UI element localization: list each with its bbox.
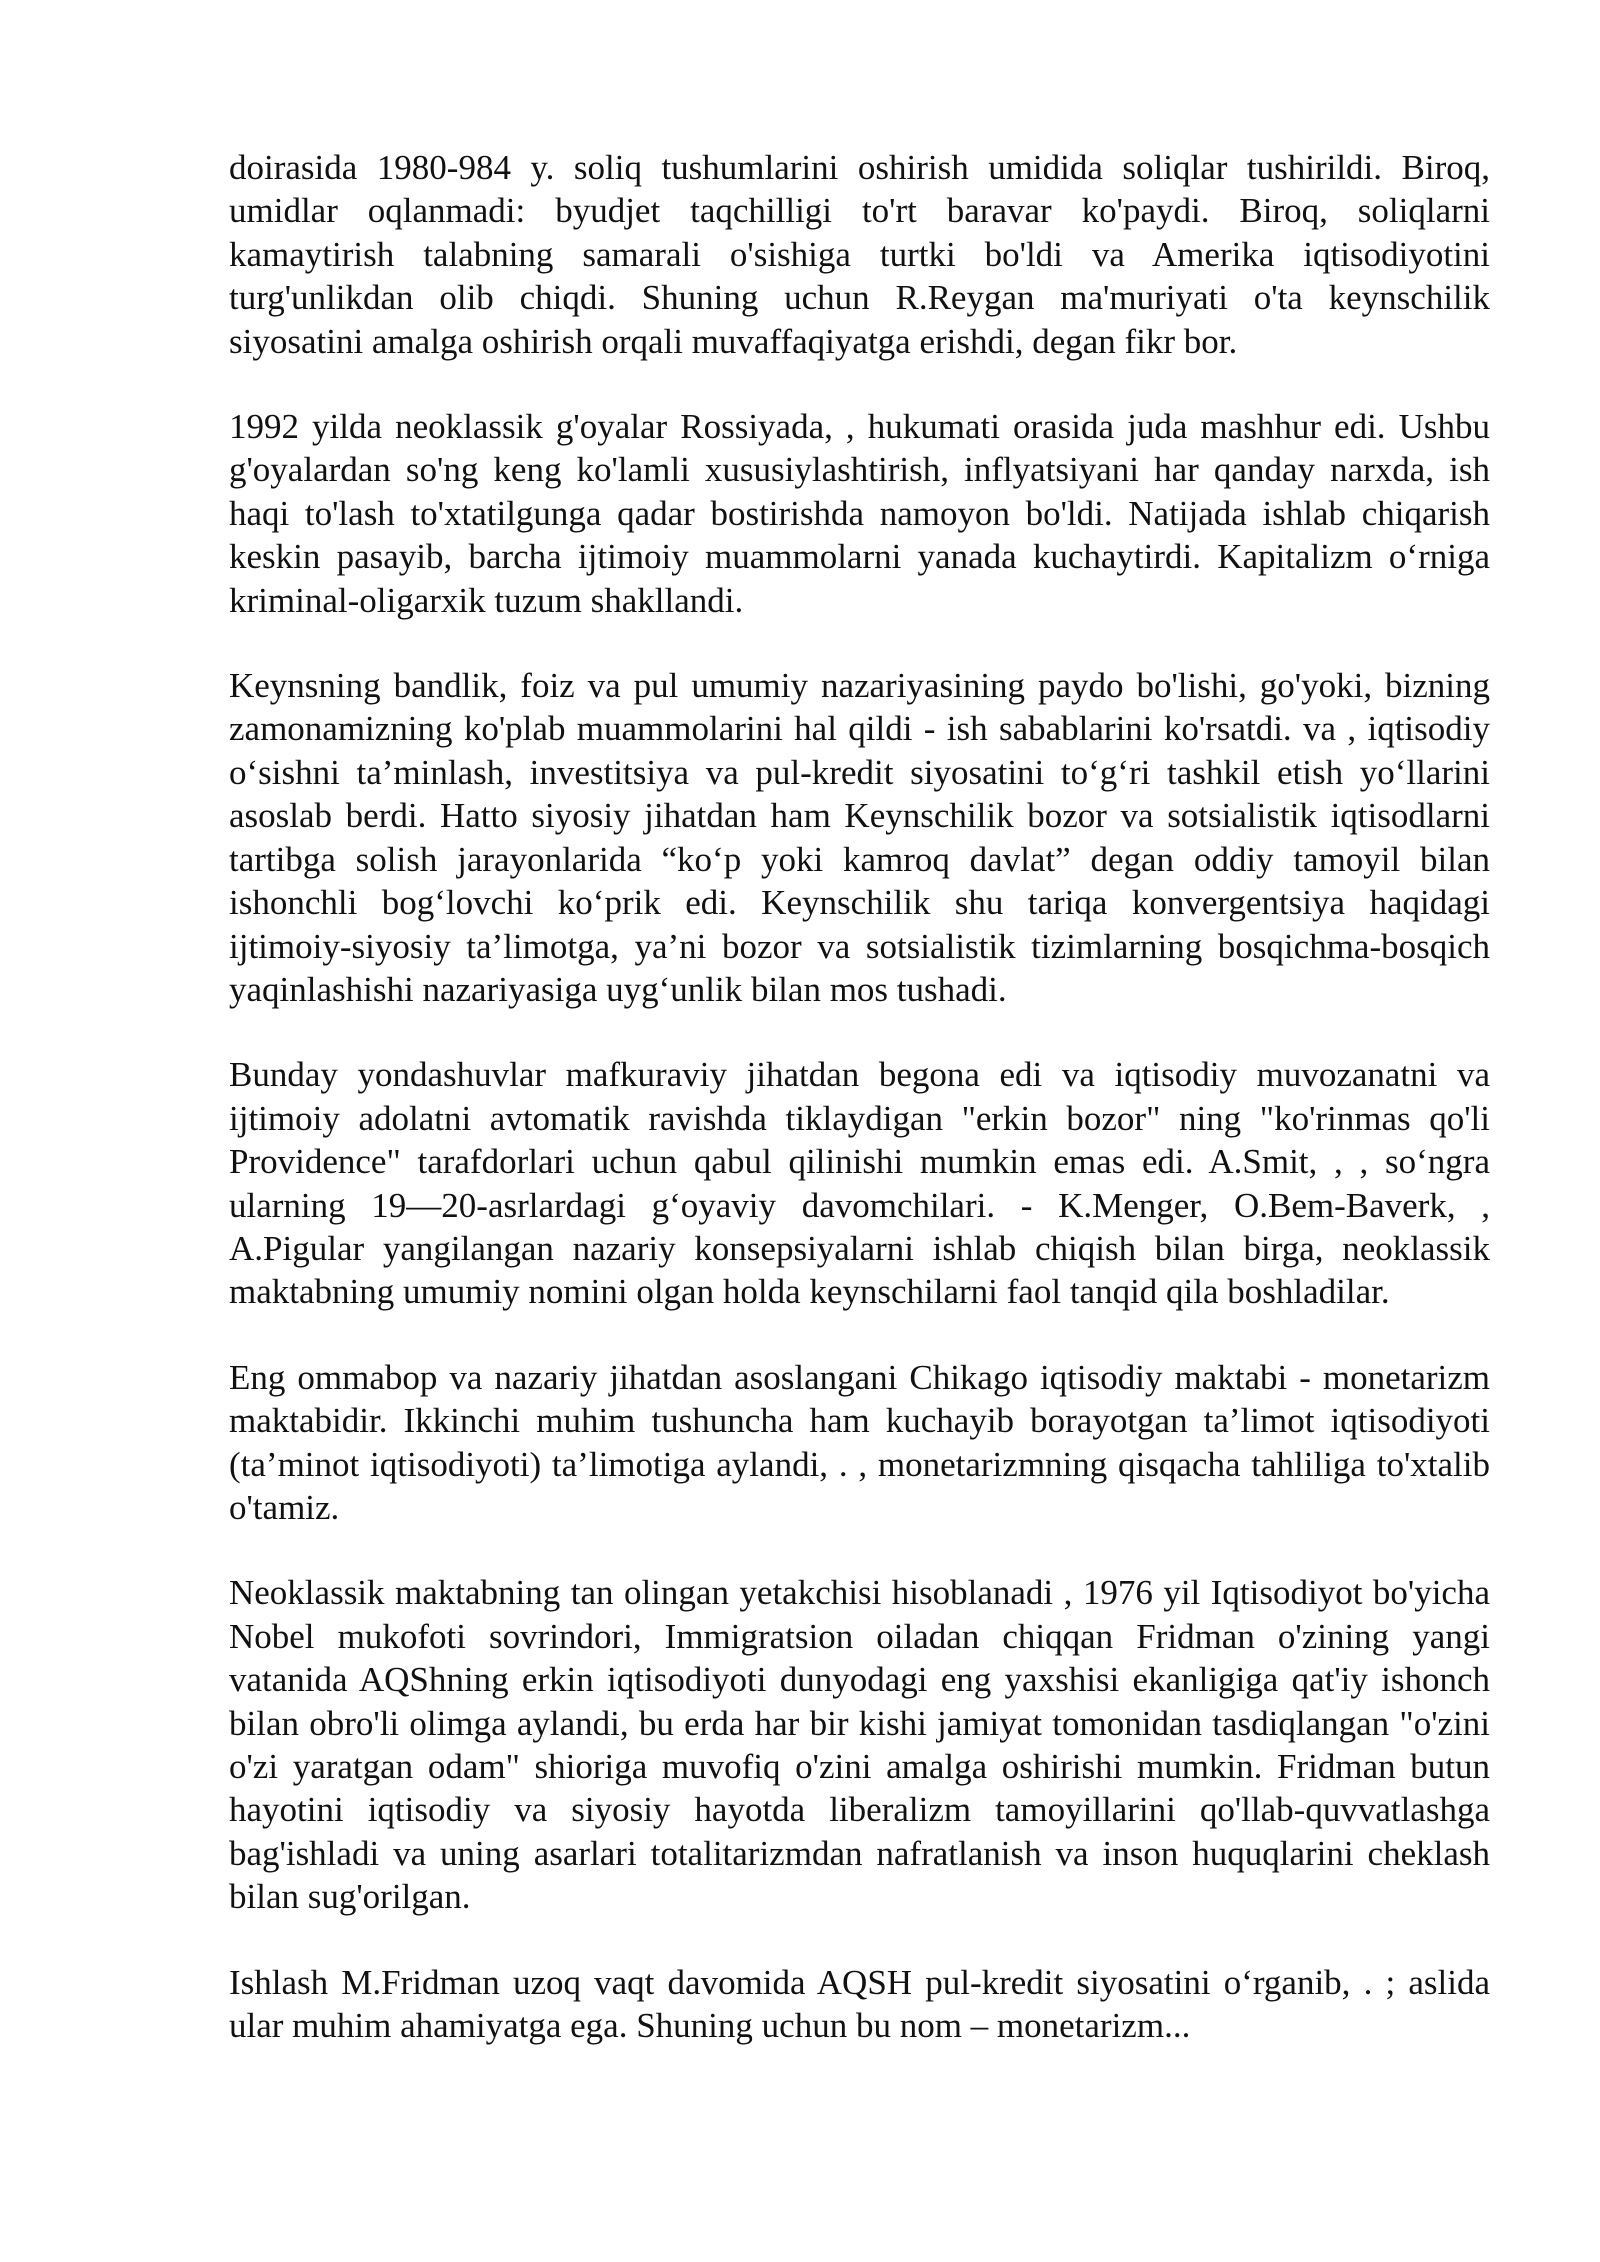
paragraph-chicago-school: Eng ommabop va nazariy jihatdan asoslangani Chikago iqtisodiy maktabi - monetarizm maktabidir. Ikkinchi muhim tushuncha ham kuchayib borayotgan ta’limot iqtisodiyoti (ta’minot iqtisodiyoti) ta’limotiga aylandi, . , monetarizmning qisqacha tahliliga to'xtalib o'tamiz. [229,1357,1490,1527]
paragraph-neoclassical-russia: 1992 yilda neoklassik g'oyalar Rossiyada, , hukumati orasida juda mashhur edi. Ushbu g'oyalardan so'ng keng ko'lamli xususiylashtirish, inflyatsiyani har qanday narxda, ish haqi to'lash to'xtatilgunga qadar bostirishda namoyon bo'ldi. Natijada ishlab chiqarish keskin pasayib, barcha ijtimoiy muammolarni yanada kuchaytirdi. Kapitalizm o‘rniga kriminal-oligarxik tuzum shakllandi. [229,407,1490,620]
paragraph-reagan-tax-cuts: doirasida 1980-984 y. soliq tushumlarini oshirish umidida soliqlar tushirildi. Biroq, umidlar oqlanmadi: byudjet taqchilligi to'rt baravar ko'paydi. Biroq, soliqlarni kamaytirish talabning samarali o'sishiga turtki bo'ldi va Amerika iqtisodiyotini turg'unlikdan olib chiqdi. Shuning uchun R.Reygan ma'muriyati o'ta keynschilik siyosatini amalga oshirish orqali muvaffaqiyatga erishdi, degan fikr bor. [229,148,1490,361]
paragraph-free-market-critics: Bunday yondashuvlar mafkuraviy jihatdan begona edi va iqtisodiy muvozanatni va ijtimoiy adolatni avtomatik ravishda tiklaydigan "erkin bozor" ning "ko'rinmas qo'li Providence" tarafdorlari uchun qabul qilinishi mumkin emas edi. A.Smit, , , so‘ngra ularning 19—20-asrlardagi g‘oyaviy davomchilari. - K.Menger, O.Bem-Baverk, , A.Pigular yangilangan nazariy konsepsiyalarni ishlab chiqish bilan birga, neoklassik maktabning umumiy nomini olgan holda keynschilarni faol tanqid qila boshladilar. [229,1055,1490,1312]
paragraph-friedman: Neoklassik maktabning tan olingan yetakchisi hisoblanadi , 1976 yil Iqtisodiyot bo'yicha Nobel mukofoti sovrindori, Immigratsion oiladan chiqqan Fridman o'zining yangi vatanida AQShning erkin iqtisodiyoti dunyodagi eng yaxshisi ekanligiga qat'iy ishonch bilan obro'li olimga aylandi, bu erda har bir kishi jamiyat tomonidan tasdiqlangan "o'zini o'zi yaratgan odam" shioriga muvofiq o'zini amalga oshirishi mumkin. Fridman butun hayotini iqtisodiy va siyosiy hayotda liberalizm tamoyillarini qo'llab-quvvatlashga bag'ishladi va uning asarlari totalitarizmdan nafratlanish va inson huquqlarini cheklash bilan sug'orilgan. [229,1573,1490,1917]
paragraph-keynes-theory: Keynsning bandlik, foiz va pul umumiy nazariyasining paydo bo'lishi, go'yoki, bizning zamonamizning ko'plab muammolarini hal qildi - ish sabablarini ko'rsatdi. va , iqtisodiy o‘sishni ta’minlash, investitsiya va pul-kredit siyosatini to‘g‘ri tashkil etish yo‘llarini asoslab berdi. Hatto siyosiy jihatdan ham Keynschilik bozor va sotsialistik iqtisodlarni tartibga solish jarayonlarida “ko‘p yoki kamroq davlat” degan oddiy tamoyil bilan ishonchli bog‘lovchi ko‘prik edi. Keynschilik shu tariqa konvergentsiya haqidagi ijtimoiy-siyosiy ta’limotga, ya’ni bozor va sotsialistik tizimlarning bosqichma-bosqich yaqinlashishi nazariyasiga uyg‘unlik bilan mos tushadi. [229,666,1490,1009]
document-page [229,146,1490,2047]
paragraph-monetarism: Ishlash M.Fridman uzoq vaqt davomida AQSH pul-kredit siyosatini o‘rganib, . ; aslida ular muhim ahamiyatga ega. Shuning uchun bu nom – monetarizm... [229,1962,1490,2046]
